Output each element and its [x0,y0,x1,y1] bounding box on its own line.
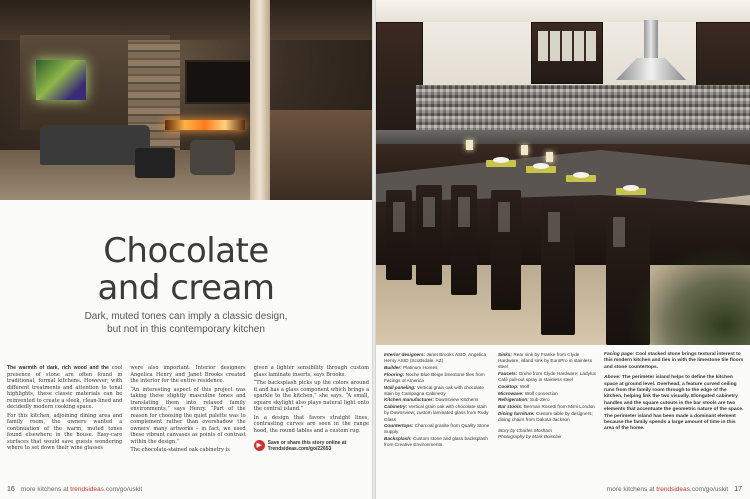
caption-label: Above: [604,375,621,381]
photo-candle [546,152,553,162]
spec-label: Cabinetry: [384,404,408,410]
photo-sofa [40,125,150,165]
share-icon: ▶ [254,440,265,451]
photo-upper-cabinet [531,22,603,84]
credits [498,428,598,440]
spec-row [384,385,492,397]
caption [604,375,744,433]
photo-bar-stool [451,185,477,295]
spec-value: Wolf [518,384,530,390]
caption-text: The perimeter island helps to define the kitchen space at ground level. Overhead, a feature curved ceiling runs from the family room through to the edge of the kitchen, helping link the two visually. Elongated cabinetry handles and the square cutouts in the bar stools are two elements that accentuate the geometric nature of the space. The perimeter island has been made a dominant element because the family spends a large amount of time in this area of the home. [604,375,744,432]
right-page [376,0,750,499]
photo-bar-stool [541,200,575,335]
photo-glass-inserts [538,31,596,61]
spec-value: Custom table by designers; dining chairs from Dakota Jackson [498,410,593,423]
spec-row [384,352,492,364]
photo-candle [466,140,473,150]
folio-left [7,486,142,493]
kitchen-photo [376,0,750,345]
body-paragraph: “The backsplash picks up the colors around it and has a glass component which brings a sparkle to the kitchen,” she says. “A small, square skylight also plays natural light onto the central island.” [253,380,369,412]
spec-row [384,436,492,448]
spec-value: Downsview Kitchens [434,397,479,403]
spec-label: Microwave: [498,390,524,396]
spec-value: Charcoal granite from Quality Stone Supply [384,423,490,435]
spec-row [498,352,598,371]
hood-chimney [644,20,658,60]
folio-suffix: .com/go/uskit [689,486,729,493]
spec-label: Countertops: [384,423,414,429]
photo-range-hood [616,20,686,90]
spec-row [384,423,492,435]
body-paragraph: In a design that favors straight lines, contrasting curves are seen in the range hood, the round tables and a custom rug. [253,414,369,434]
spec-value: Vertical grain oak with chocolate stain by Campagna Cabinetry [384,384,484,396]
folio-suffix: .com/go/uskit [103,486,143,493]
photo-candle [521,145,528,155]
spec-value: Wolf convection [523,390,558,396]
folio-prefix: more kitchens at [20,486,71,493]
folio-prefix: more kitchens at [606,486,657,493]
spec-label: Backsplash: [384,436,412,442]
lead-in: The warmth of dark, rich wood and the [7,365,109,371]
photo-back-counter [376,130,750,144]
spec-label: Dining furniture: [498,410,535,416]
photo-bar-stool [416,185,442,285]
photo-artwork [36,60,86,100]
lead-rest: cool presence of stone are often found in traditional, formal kitchens. However, with different treatments and attention to tonal highlights, these classic materials can be reinvented to create a sleek, clean-lined and decidedly modern cooking space. [7,365,123,410]
body-paragraph: For this kitchen, adjoining dining area and family room, the owners wanted a continuation of the warm, muted tones found elsewhere in the house. Easy-care surfaces that would save guests wondering where to set down their wine glasses [7,412,123,451]
spec-row [384,365,492,371]
headline-line-1: Chocolate [103,231,269,271]
folio-text [21,486,142,493]
photo-dining-area [270,110,372,200]
spec-row [498,391,598,397]
spec-row [498,371,598,383]
body-paragraph: The chocolate-stained oak cabinetry is [130,447,230,453]
share-story-callout[interactable] [254,440,369,452]
spec-value: Vertical grain oak with chocolate stain by Downsview; custom laminated glass from Rudy Glass [384,404,489,422]
spec-label: Sinks: [498,352,513,357]
body-paragraph: were also important. Interior designers Angelica Henry and Janet Brooks created the interior for the entire residence. [130,365,246,384]
spec-row [498,404,598,410]
share-line-1: Save or share this story online at [267,440,347,446]
spec-row [498,411,598,423]
spec-row [384,404,492,423]
spec-value: Berman Rosetti from Mimi London [522,404,595,410]
spec-value: Grohe from Clyde Hardware; Ladylux Café pull-out spray in stainless steel [498,371,596,383]
spec-row [384,372,492,384]
spec-label: Wall paneling: [384,384,416,390]
spec-value: Janet Brooks ASID, Angelica Henry ASID (Scottsdale, AZ) [384,352,487,364]
body-columns [7,365,369,456]
article-headline [0,233,372,307]
photo-ceiling [376,0,750,22]
spec-label: Bar stools: [498,404,523,410]
spec-value: Custom stone and glass backsplash from Creative Environments [384,436,488,448]
body-column-2 [130,365,245,456]
page-number: 16 [7,486,15,493]
spec-value: Noche Blue Beige limestone tiles from Facings of America [384,371,485,383]
spec-row [498,397,598,403]
body-paragraph: given a lighter sensibility through custom glass laminate inserts, says Brooks. [253,365,369,378]
hood-bell [616,58,686,80]
photo-plate [623,185,639,191]
spec-label: Flooring: [384,371,405,377]
spec-value: Platinum Homes [401,364,438,370]
spec-value: Rear sink by Franke from Clyde Hardware, island sink by EuroPro in stainless steel [498,352,593,370]
spec-label: Builder: [384,364,402,370]
photo-table [135,148,175,178]
spec-value: Sub-Zero [528,397,550,403]
body-column-3 [254,365,369,456]
article-deck [0,310,372,336]
folio-right [607,486,742,493]
caption-label: Facing page: [604,352,635,357]
photo-fireplace [165,120,245,130]
body-column-1 [7,365,122,456]
caption [604,352,744,371]
photo-plate [493,157,509,163]
caption-text: Cool stacked stone brings textural interest to this modern kitchen and ties in with the limestone tile floors and stone countertops. [604,352,744,370]
folio-text [607,486,728,493]
photo-bar-stool [386,190,412,280]
living-room-photo [0,0,372,200]
photo-bar-stool [491,190,521,310]
left-page [0,0,372,499]
spec-label: Cooktop: [498,384,519,390]
photo-tv [185,60,254,104]
photo-captions [604,352,744,449]
spec-label: Interior designers: [384,352,426,357]
story-credit: Story by Charles Mosham [498,428,552,434]
photo-plant [626,245,750,345]
photo-plate [533,163,549,169]
spec-label: Refrigeration: [498,397,529,403]
photo-ceiling [0,0,372,40]
body-paragraph: “An interesting aspect of this project was taking these slightly masculine tones and translating them into relaxed family environments,” says Henry. “Part of the reason for choosing the quiet palette was to complement rather than overshadow the owners' many artworks – in fact, we used these vibrant canvases as points of contrast within the design.” [130,386,246,445]
share-text [268,440,347,452]
photo-credit: Photography by Mark Boisclair [498,434,562,440]
spec-list-2 [498,352,598,449]
folio-brand: trendsideas [656,486,690,493]
photo-pillar [250,0,270,200]
headline-line-2: and cream [97,268,275,308]
spec-row [384,397,492,403]
spec-columns [384,352,744,449]
folio-brand: trendsideas [70,486,104,493]
body-paragraph [7,365,122,411]
photo-chair [190,140,235,175]
spec-row [498,384,598,390]
spec-label: Kitchen manufacturer: [384,397,435,403]
deck-line-1: Dark, muted tones can imply a classic design, [84,311,288,322]
spec-list [384,352,492,449]
photo-plate [573,172,589,178]
share-link[interactable]: Trendsideas.com/go/22653 [267,446,332,452]
deck-line-2: but not in this contemporary kitchen [107,324,265,335]
page-number: 17 [734,486,742,493]
spec-label: Faucets: [498,371,518,377]
